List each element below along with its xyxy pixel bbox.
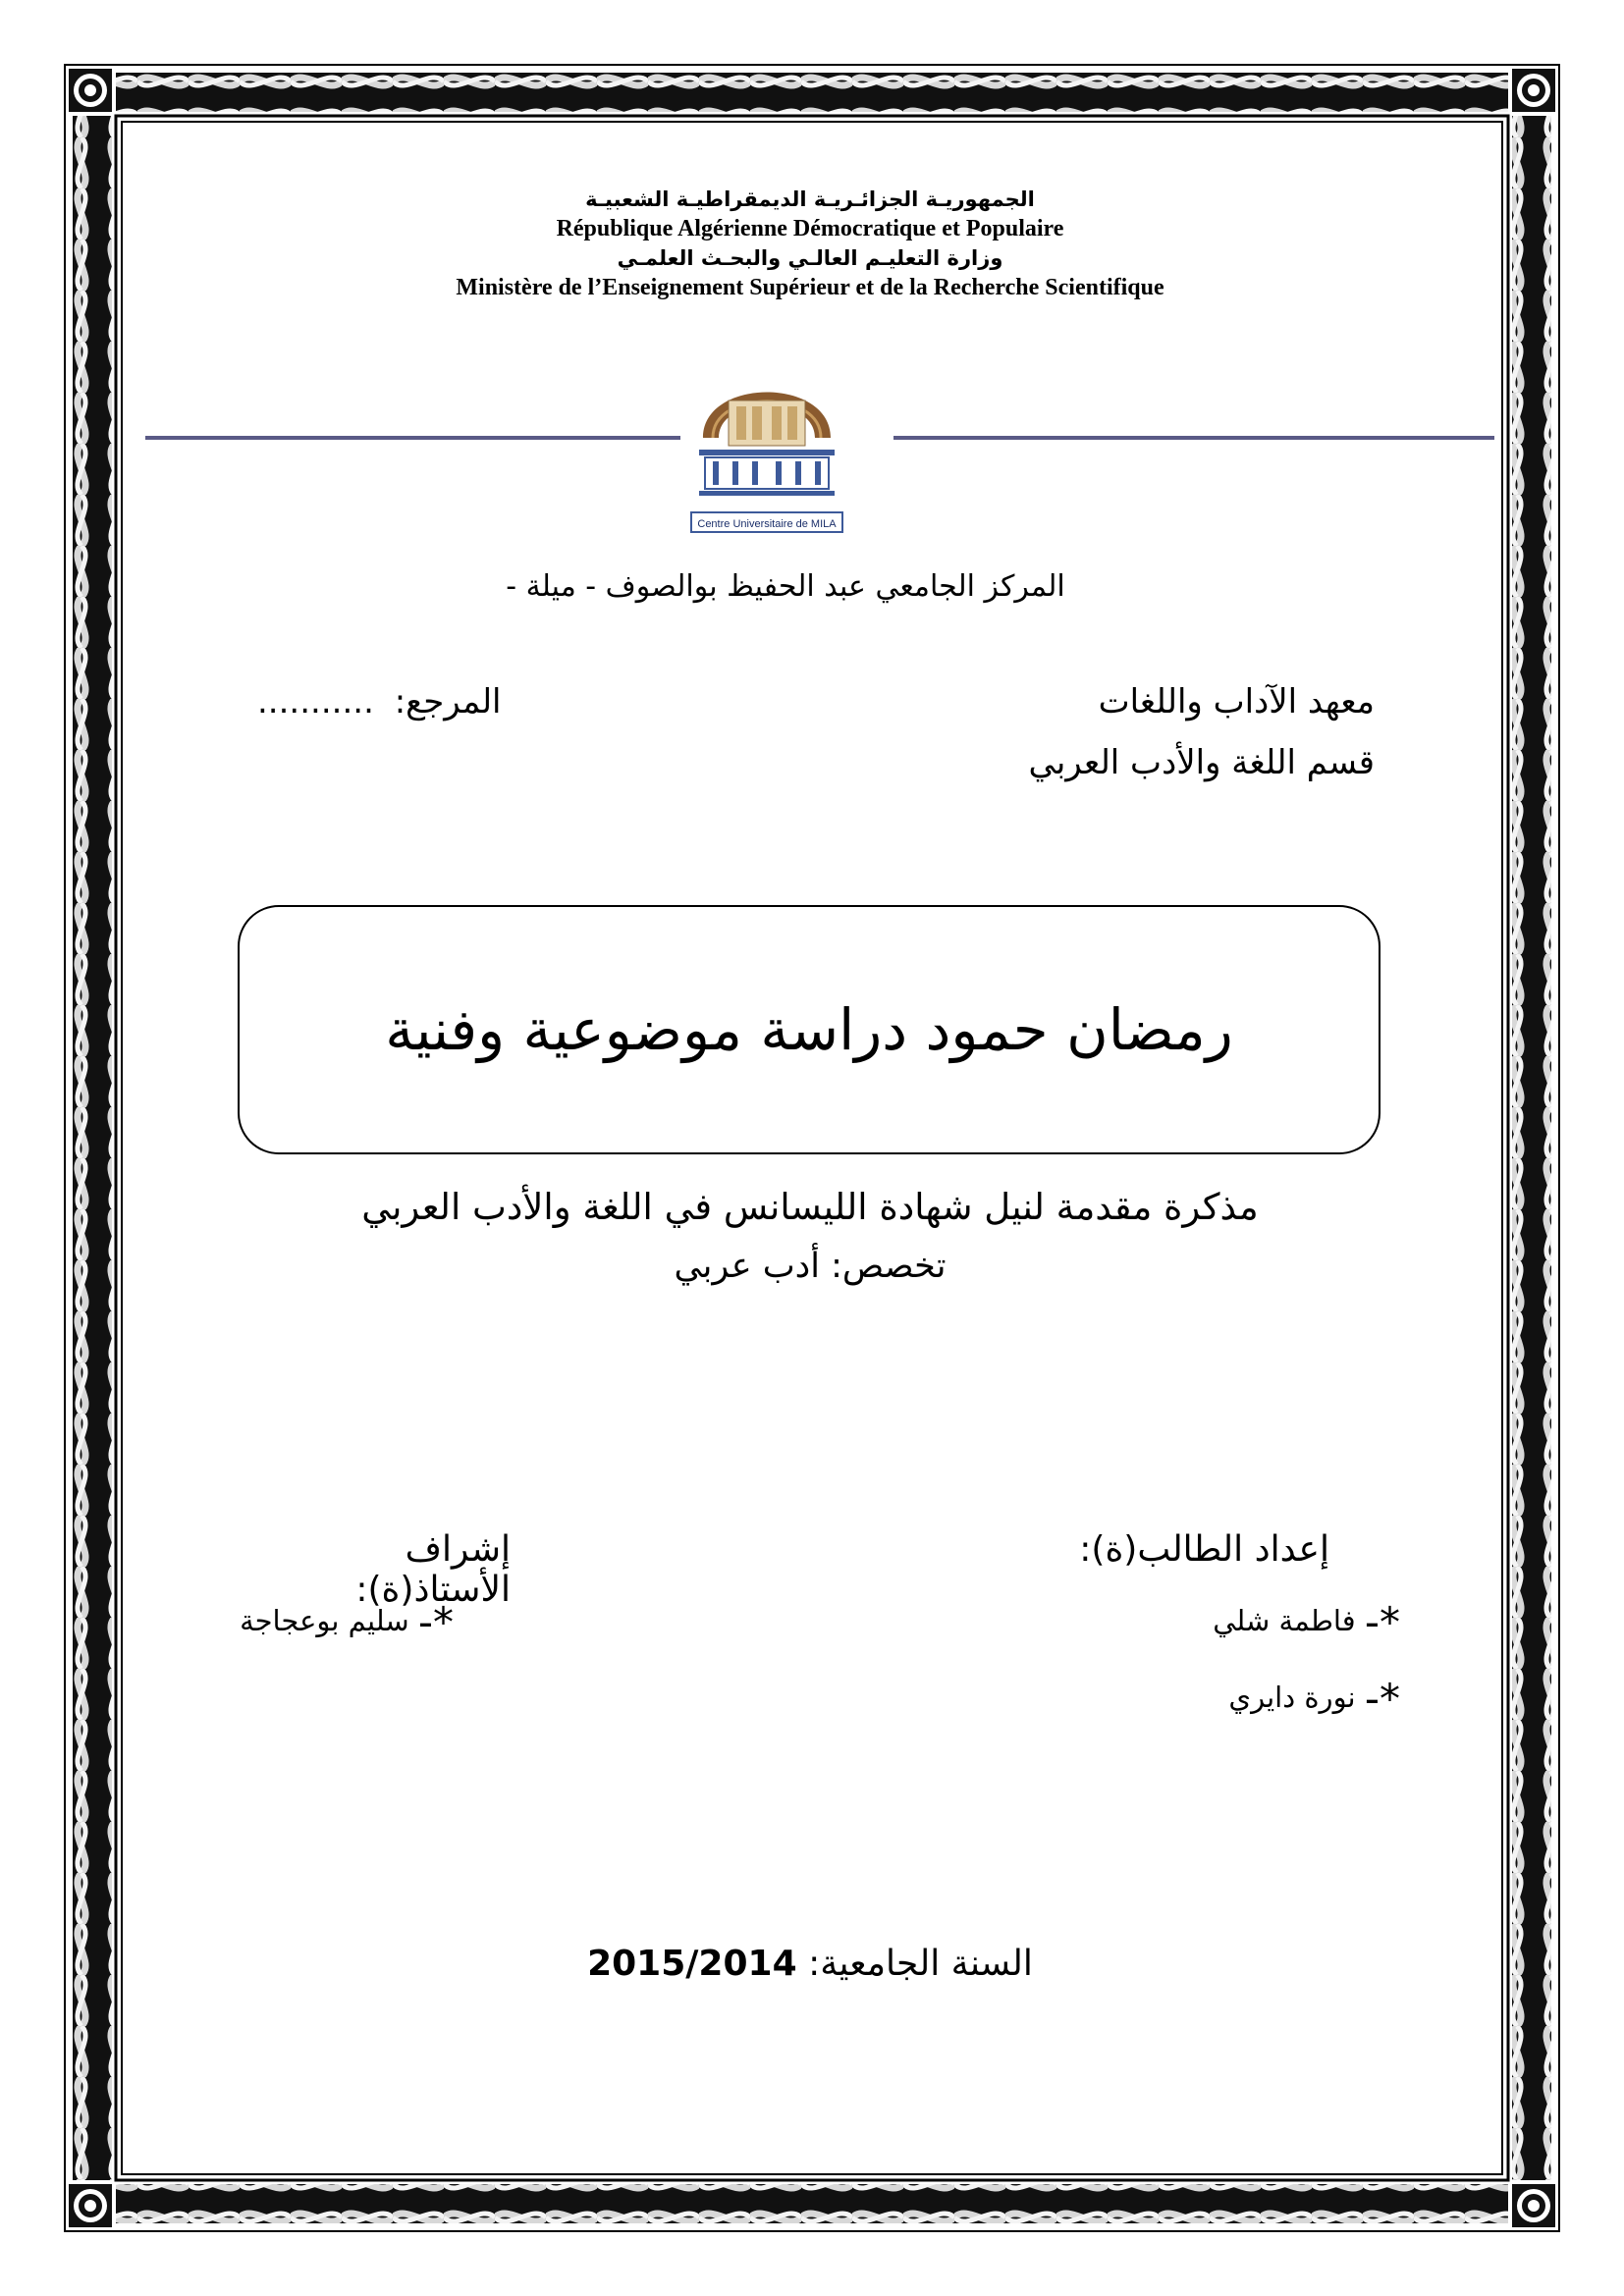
header-rule-right — [893, 436, 1494, 440]
corner-ornament-top-right — [1512, 69, 1555, 112]
ministry-name-ar: وزارة التعليـم العالـي والبحـث العلمـي — [617, 246, 1003, 270]
supervised-by-label: إشراف الأستاذ(ة): — [355, 1529, 511, 1610]
reference-label: المرجع: — [394, 682, 502, 721]
ministry-name-fr: Ministère de l’Enseignement Supérieur et de la Recherche Scientifique — [456, 275, 1164, 300]
reference-field — [257, 682, 502, 721]
republic-name-ar: الجمهوريـة الجزائـريـة الديمقراطيـة الشعبيـة — [585, 187, 1035, 211]
specialty: تخصص: أدب عربي — [674, 1247, 947, 1286]
thesis-title-box — [238, 905, 1380, 1154]
student-entry — [1213, 1598, 1400, 1646]
academic-year-value: 2015/2014 — [587, 1944, 797, 1984]
student-name: فاطمة شلي — [1213, 1604, 1356, 1637]
logo-caption: Centre Universitaire de MILA — [697, 518, 837, 530]
degree-statement: مذكرة مقدمة لنيل شهادة الليسانس في اللغة والأدب العربي — [361, 1186, 1259, 1228]
reference-value: ........... — [257, 682, 374, 721]
student-entry — [1228, 1675, 1400, 1723]
official-header — [196, 185, 1424, 302]
university-center-name: المركز الجامعي عبد الحفيظ بوالصوف - ميلة - — [506, 569, 1065, 604]
department-name: قسم اللغة والأدب العربي — [1028, 743, 1375, 782]
bullet-marker: *- — [417, 1598, 454, 1646]
student-name: نورة دايري — [1228, 1681, 1356, 1714]
thesis-title: رمضان حمود دراسة موضوعية وفنية — [385, 996, 1233, 1063]
supervisor-name: سليم بوعجاجة — [240, 1604, 409, 1637]
supervisor-entry — [189, 1598, 454, 1646]
corner-ornament-top-left — [69, 69, 112, 112]
corner-ornament-bottom-right — [1512, 2184, 1555, 2227]
academic-year-label: السنة الجامعية: — [808, 1944, 1033, 1984]
bullet-marker: *- — [1364, 1675, 1400, 1723]
university-logo — [689, 355, 844, 540]
republic-name-fr: République Algérienne Démocratique et Populaire — [556, 216, 1064, 241]
institute-name: معهد الآداب واللغات — [1098, 682, 1375, 721]
bullet-marker: *- — [1364, 1598, 1400, 1646]
prepared-by-label: إعداد الطالب(ة): — [1079, 1529, 1329, 1570]
header-rule-left — [145, 436, 680, 440]
corner-ornament-bottom-left — [69, 2184, 112, 2227]
academic-year — [393, 1944, 1227, 1984]
